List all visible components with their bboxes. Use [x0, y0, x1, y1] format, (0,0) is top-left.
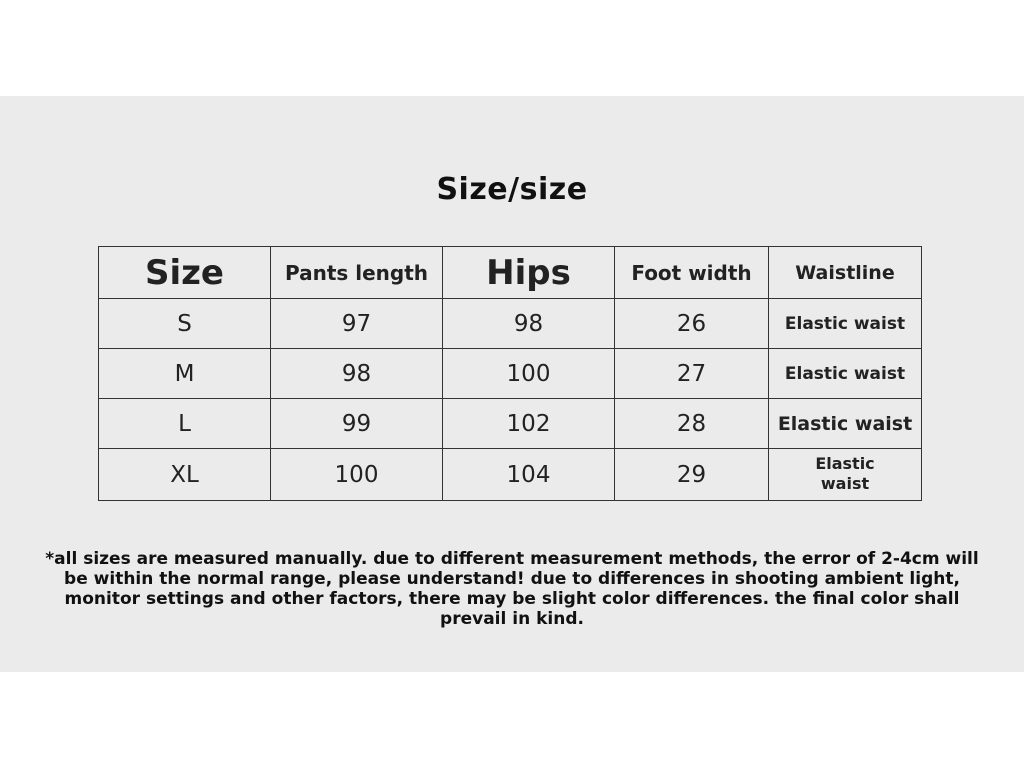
table-header-row [99, 247, 922, 299]
cell-hips: 98 [443, 299, 615, 349]
cell-hips: 102 [443, 399, 615, 449]
cell-waistline: Elastic waist [769, 349, 922, 399]
cell-pants-length: 98 [271, 349, 443, 399]
cell-waistline: Elastic waist [769, 299, 922, 349]
page-title: Size/size [436, 172, 588, 207]
table-row [99, 399, 922, 449]
cell-foot-width: 27 [615, 349, 769, 399]
table-row [99, 349, 922, 399]
cell-foot-width: 28 [615, 399, 769, 449]
cell-waistline: Elastic waist [815, 454, 875, 493]
header-size: Size [99, 247, 271, 299]
size-table [98, 246, 922, 501]
cell-waistline-wrapper [769, 449, 922, 501]
table-row [99, 299, 922, 349]
header-waistline: Waistline [769, 247, 922, 299]
cell-pants-length: 99 [271, 399, 443, 449]
cell-size: L [99, 399, 271, 449]
cell-size: S [99, 299, 271, 349]
cell-pants-length: 97 [271, 299, 443, 349]
cell-foot-width: 26 [615, 299, 769, 349]
header-pants-length: Pants length [271, 247, 443, 299]
cell-hips: 104 [443, 449, 615, 501]
cell-waistline: Elastic waist [769, 399, 922, 449]
cell-size: M [99, 349, 271, 399]
cell-size: XL [99, 449, 271, 501]
cell-pants-length: 100 [271, 449, 443, 501]
table-row [99, 449, 922, 501]
header-foot-width: Foot width [615, 247, 769, 299]
cell-foot-width: 29 [615, 449, 769, 501]
measurement-note: *all sizes are measured manually. due to different measurement methods, the error of 2-4cm will be within the normal range, please understand! due to differences in shooting ambient light, monitor settings and other factors, there may be slight color differences. the final color shall prevail in kind. [45, 549, 979, 629]
cell-hips: 100 [443, 349, 615, 399]
header-hips: Hips [443, 247, 615, 299]
